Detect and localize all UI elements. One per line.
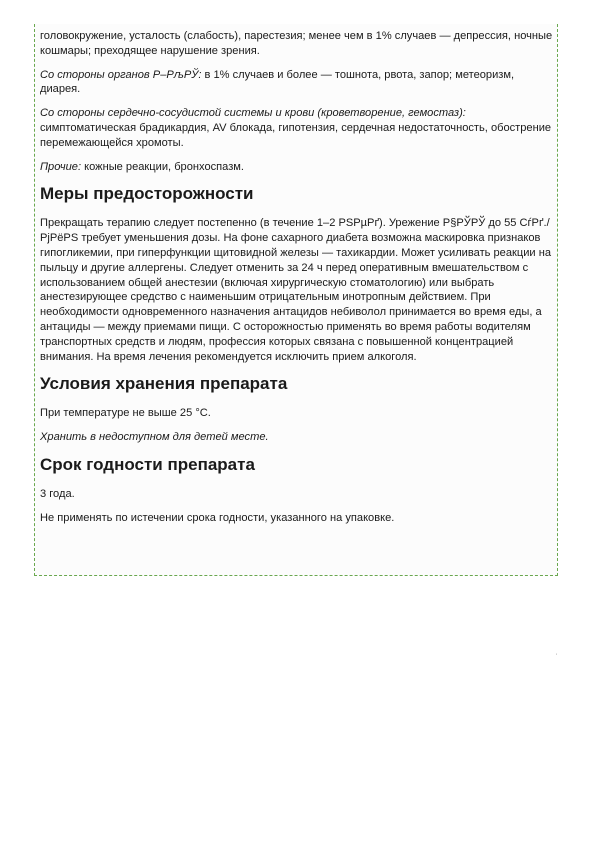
side-effects-cv-text: симптоматическая брадикардия, AV блокада, гипотензия, сердечная недостаточность, обострение перемежающейся хромоты. <box>40 121 552 149</box>
storage-temperature-text: При температуре не выше 25 °C. <box>40 407 211 420</box>
side-effects-other-text: кожные реакции, бронхоспазм. <box>81 160 245 173</box>
side-effects-cv-label: Со стороны сердечно-сосудистой системы и крови (кроветворение, гемостаз): <box>40 107 466 120</box>
document-content <box>34 24 558 576</box>
side-effects-other-paragraph <box>40 160 553 175</box>
storage-children-text <box>40 430 553 445</box>
side-effects-gi-label: Со стороны органов Р–РљРЎ: <box>40 68 202 81</box>
storage-heading: Условия хранения препарата <box>40 374 288 394</box>
stray-mark: ' <box>556 654 558 660</box>
side-effects-cns-paragraph <box>40 29 553 59</box>
storage-children-italic: Хранить в недоступном для детей месте. <box>40 431 269 444</box>
side-effects-gi-paragraph <box>40 68 553 98</box>
side-effects-cv-paragraph <box>40 106 553 150</box>
shelf-life-heading: Срок годности препарата <box>40 454 255 474</box>
side-effects-cns-text: головокружение, усталость (слабость), парестезия; менее чем в 1% случаев — депрессия, ночные кошмары; преходящее нарушение зрения. <box>40 30 553 57</box>
shelf-life-note: Не применять по истечении срока годности, указанного на упаковке. <box>40 511 395 524</box>
precautions-text: Прекращать терапию следует постепенно (в течение 1–2 РЅРµРґ). Урежение Р§РЎРЎ до 55 СѓРґ./РјРёРЅ требует уменьшения дозы. На фоне сахарного диабета возможна маскировка признаков гипогликемии, при гиперфункции щитовидной железы — тахикардии. Может усиливать реакции на пыльцу и другие аллергены. Следует отменить за 24 ч перед оперативным вмешательством с использованием общей анестезии (включая хирургическую стоматологию) или выбрать анестезирующее средство с наименьшим отрицательным инотропным действием. При необходимости одновременного назначения антацидов небиволол принимается во время еды, а антациды — между приемами пищи. С осторожностью применять во время работы водителям транспортных средств и людям, профессия которых связана с повышенной концентрацией внимания. На время лечения рекомендуется исключить прием алкоголя. <box>40 217 552 363</box>
shelf-life-value: 3 года. <box>40 487 75 500</box>
side-effects-other-label: Прочие: <box>40 160 82 173</box>
side-effects-gi-text: в 1% случаев и более — тошнота, рвота, запор; метеоризм, диарея. <box>40 68 515 96</box>
precautions-heading: Меры предосторожности <box>40 184 254 204</box>
